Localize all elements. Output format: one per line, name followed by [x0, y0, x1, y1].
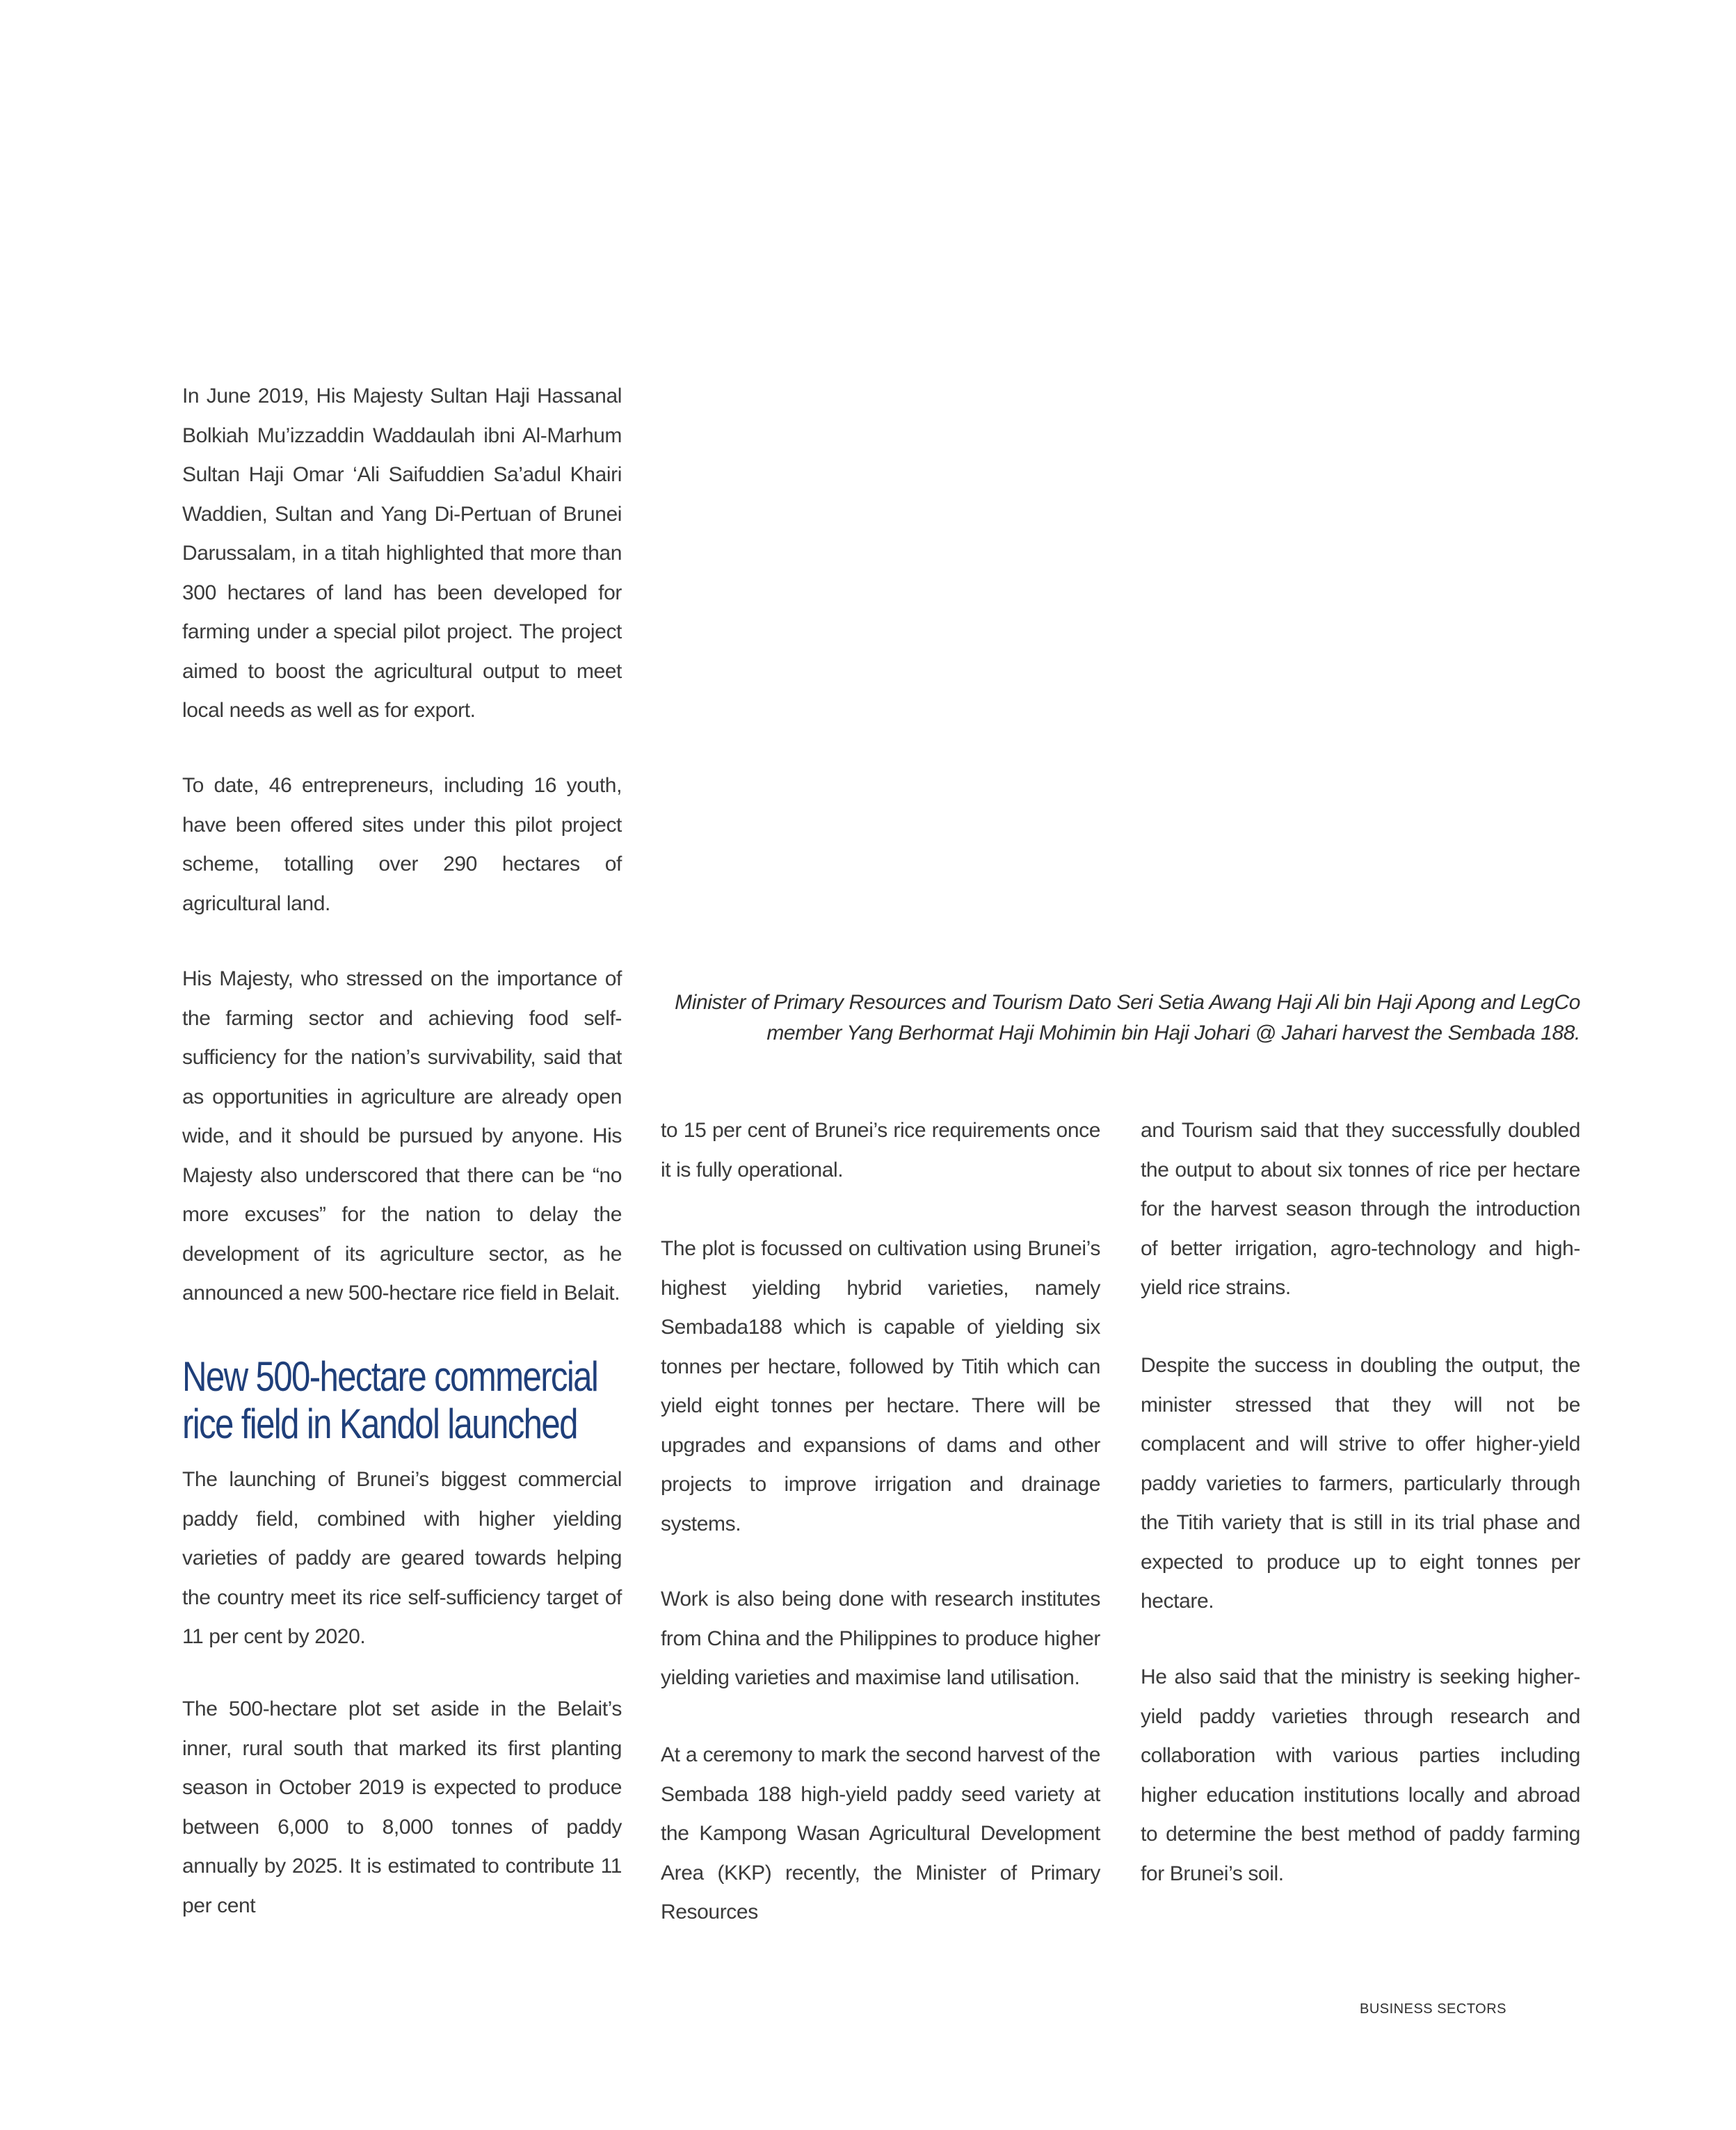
right-paragraph-2: Despite the success in doubling the output, the minister stressed that they will not be complacent and will strive to offer higher-yield paddy varieties to farmers, particularly through the Titih variety that is still in its trial phase and expected to produce up to eight tonnes per hectare.	[1141, 1354, 1580, 1613]
middle-paragraph-2: The plot is focussed on cultivation using Brunei’s highest yielding hybrid varieties, namely Sembada188 which is capable of yielding six tonnes per hectare, followed by Titih which can yield eight tonnes per hectare. There will be upgrades and expansions of dams and other projects to improve irrigation and drainage systems.	[661, 1237, 1100, 1535]
left-paragraph-4: The launching of Brunei’s biggest commercial paddy field, combined with higher yielding varieties of paddy are geared towards helping the country meet its rice self-sufficiency target of 11 per cent by 2020.	[182, 1468, 622, 1648]
middle-paragraph-1: to 15 per cent of Brunei’s rice requirements once it is fully operational.	[661, 1119, 1100, 1181]
left-paragraph-5: The 500-hectare plot set aside in the Belait’s inner, rural south that marked its first planting season in October 2019 is expected to produce between 6,000 to 8,000 tonnes of paddy annually by 2025. It is estimated to contribute 11 per cent	[182, 1697, 622, 1917]
footer-section-label: BUSINESS SECTORS	[1360, 2001, 1507, 2017]
middle-paragraph-4: At a ceremony to mark the second harvest of the Sembada 188 high-yield paddy seed variety at the Kampong Wasan Agricultural Development Area (KKP) recently, the Minister of Primary Resources	[661, 1743, 1100, 1923]
left-paragraph-2: To date, 46 entrepreneurs, including 16 youth, have been offered sites under this pilot project scheme, totalling over 290 hectares of agricultural land.	[182, 774, 622, 915]
right-paragraph-3: He also said that the ministry is seeking higher-yield paddy varieties through research and collaboration with various parties including higher education institutions locally and abroad to determine the best method of paddy farming for Brunei’s soil.	[1141, 1665, 1580, 1885]
section-heading: New 500-hectare commercial rice field in Kandol launched	[182, 1353, 598, 1447]
middle-paragraph-3: Work is also being done with research institutes from China and the Philippines to produce higher yielding varieties and maximise land utilisation.	[661, 1588, 1100, 1689]
left-paragraph-1: In June 2019, His Majesty Sultan Haji Hassanal Bolkiah Mu’izzaddin Waddaulah ibni Al-Marhum Sultan Haji Omar ‘Ali Saifuddien Sa’adul Khairi Waddien, Sultan and Yang Di-Pertuan of Brunei Darussalam, in a titah highlighted that more than 300 hectares of land has been developed for farming under a special pilot project. The project aimed to boost the agricultural output to meet local needs as well as for export.	[182, 385, 622, 722]
photo-area	[654, 362, 1580, 974]
left-paragraph-3: His Majesty, who stressed on the importance of the farming sector and achieving food self-sufficiency for the nation’s survivability, said that as opportunities in agriculture are already open wide, and it should be pursued by anyone. His Majesty also underscored that there can be “no more excuses” for the nation to delay the development of its agriculture sector, as he announced a new 500-hectare rice field in Belait.	[182, 967, 622, 1305]
right-paragraph-1: and Tourism said that they successfully doubled the output to about six tonnes of rice per hectare for the harvest season through the introduction of better irrigation, agro-technology and high-yield rice strains.	[1141, 1119, 1580, 1299]
photo-caption: Minister of Primary Resources and Tourism Dato Seri Setia Awang Haji Ali bin Haji Apong and LegCo member Yang Berhormat Haji Mohimin bin Haji Johari @ Jahari harvest the Sembada 188.	[675, 991, 1580, 1044]
